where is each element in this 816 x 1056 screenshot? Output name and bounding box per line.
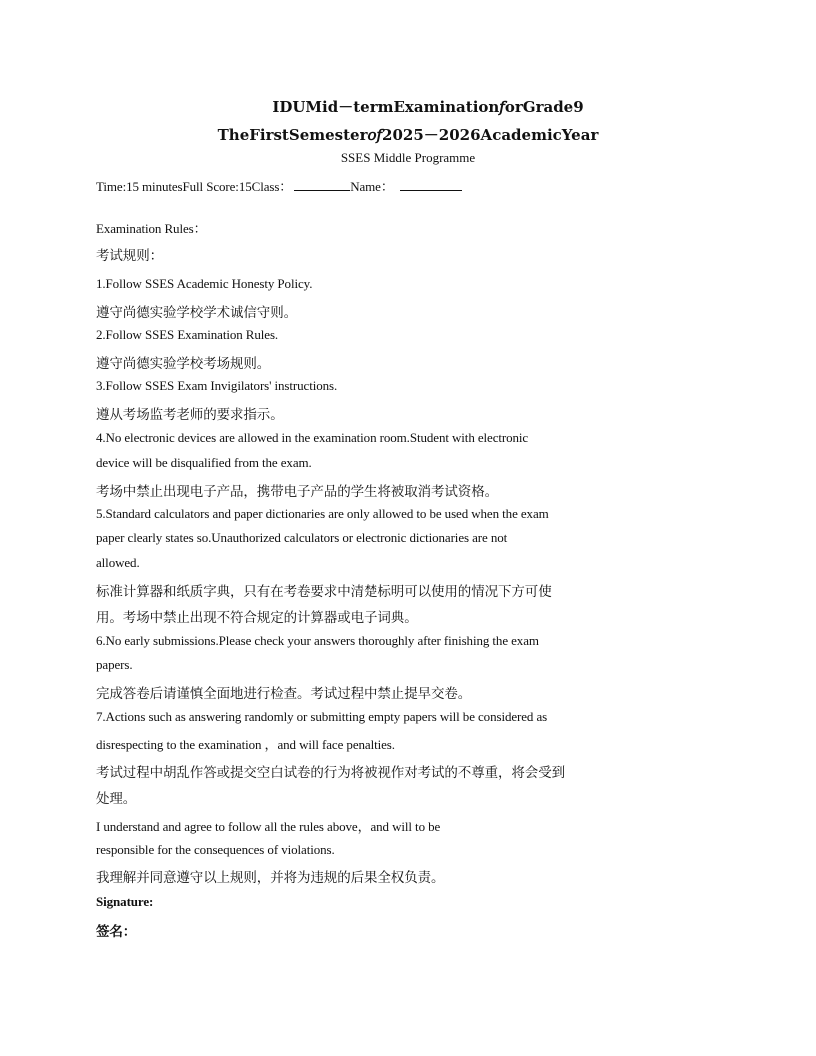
rule-5-zh-1: 标准计算器和纸质字典，只有在考卷要求中清楚标明可以使用的情况下方可使 [96, 584, 552, 600]
programme-name: SSES Middle Programme [340, 150, 476, 165]
signature-label-en: Signature: [96, 894, 154, 909]
rule-1-en: 1.Follow SSES Academic Honesty Policy. [96, 276, 313, 291]
rule-5-en-2: paper clearly states so.Unauthorized calculators or electronic dictionaries are not [96, 530, 508, 545]
rules-heading-zh: 考试规则： [96, 248, 163, 264]
rule-6-zh: 完成答卷后请谨慎全面地进行检查。考试过程中禁止提早交卷。 [96, 686, 472, 702]
rule-7-zh-2: 处理。 [96, 791, 137, 807]
name-blank[interactable] [400, 178, 462, 191]
agreement-en-1: I understand and agree to follow all the rules above，and will to be [96, 819, 441, 834]
rules-heading-en: Examination Rules： [96, 221, 207, 236]
rule-7-zh-1: 考试过程中胡乱作答或提交空白试卷的行为将被视作对考试的不尊重，将会受到 [96, 765, 565, 781]
exam-title: IDUMid－termExamination𝑓orGrade9 [272, 98, 584, 116]
rule-2-zh: 遵守尚德实验学校考场规则。 [96, 356, 271, 372]
class-blank[interactable] [294, 178, 350, 191]
signature-label-zh: 签名： [96, 924, 137, 940]
rule-5-en-1: 5.Standard calculators and paper dictionaries are only allowed to be used when the exam [96, 506, 549, 521]
rule-3-en: 3.Follow SSES Exam Invigilators' instructions. [96, 378, 338, 393]
rule-4-en-2: device will be disqualified from the exam. [96, 455, 312, 470]
rule-3-zh: 遵从考场监考老师的要求指示。 [96, 407, 284, 423]
rule-2-en: 2.Follow SSES Examination Rules. [96, 327, 279, 342]
exam-info-line [96, 176, 462, 195]
name-label: Name： [350, 179, 394, 194]
rule-7-en-1: 7.Actions such as answering randomly or submitting empty papers will be considered as [96, 709, 548, 724]
rule-7-en-2: disrespecting to the examination ，and will face penalties. [96, 737, 395, 752]
exam-subtitle: TheFirstSemester𝑜𝑓2025－2026AcademicYear [217, 126, 599, 144]
rule-5-zh-2: 用。考场中禁止出现不符合规定的计算器或电子词典。 [96, 610, 418, 626]
rule-6-en-1: 6.No early submissions.Please check your answers thoroughly after finishing the exam [96, 633, 539, 648]
rule-1-zh: 遵守尚德实验学校学术诚信守则。 [96, 305, 297, 321]
rule-5-en-3: allowed. [96, 555, 140, 570]
agreement-en-2: responsible for the consequences of violations. [96, 842, 335, 857]
agreement-zh: 我理解并同意遵守以上规则，并将为违规的后果全权负责。 [96, 870, 445, 886]
rule-4-zh: 考场中禁止出现电子产品，携带电子产品的学生将被取消考试资格。 [96, 484, 498, 500]
rule-4-en-1: 4.No electronic devices are allowed in the examination room.Student with electronic [96, 430, 529, 445]
rule-6-en-2: papers. [96, 657, 133, 672]
time-score-class-label: Time:15 minutesFull Score:15Class： [96, 179, 293, 194]
